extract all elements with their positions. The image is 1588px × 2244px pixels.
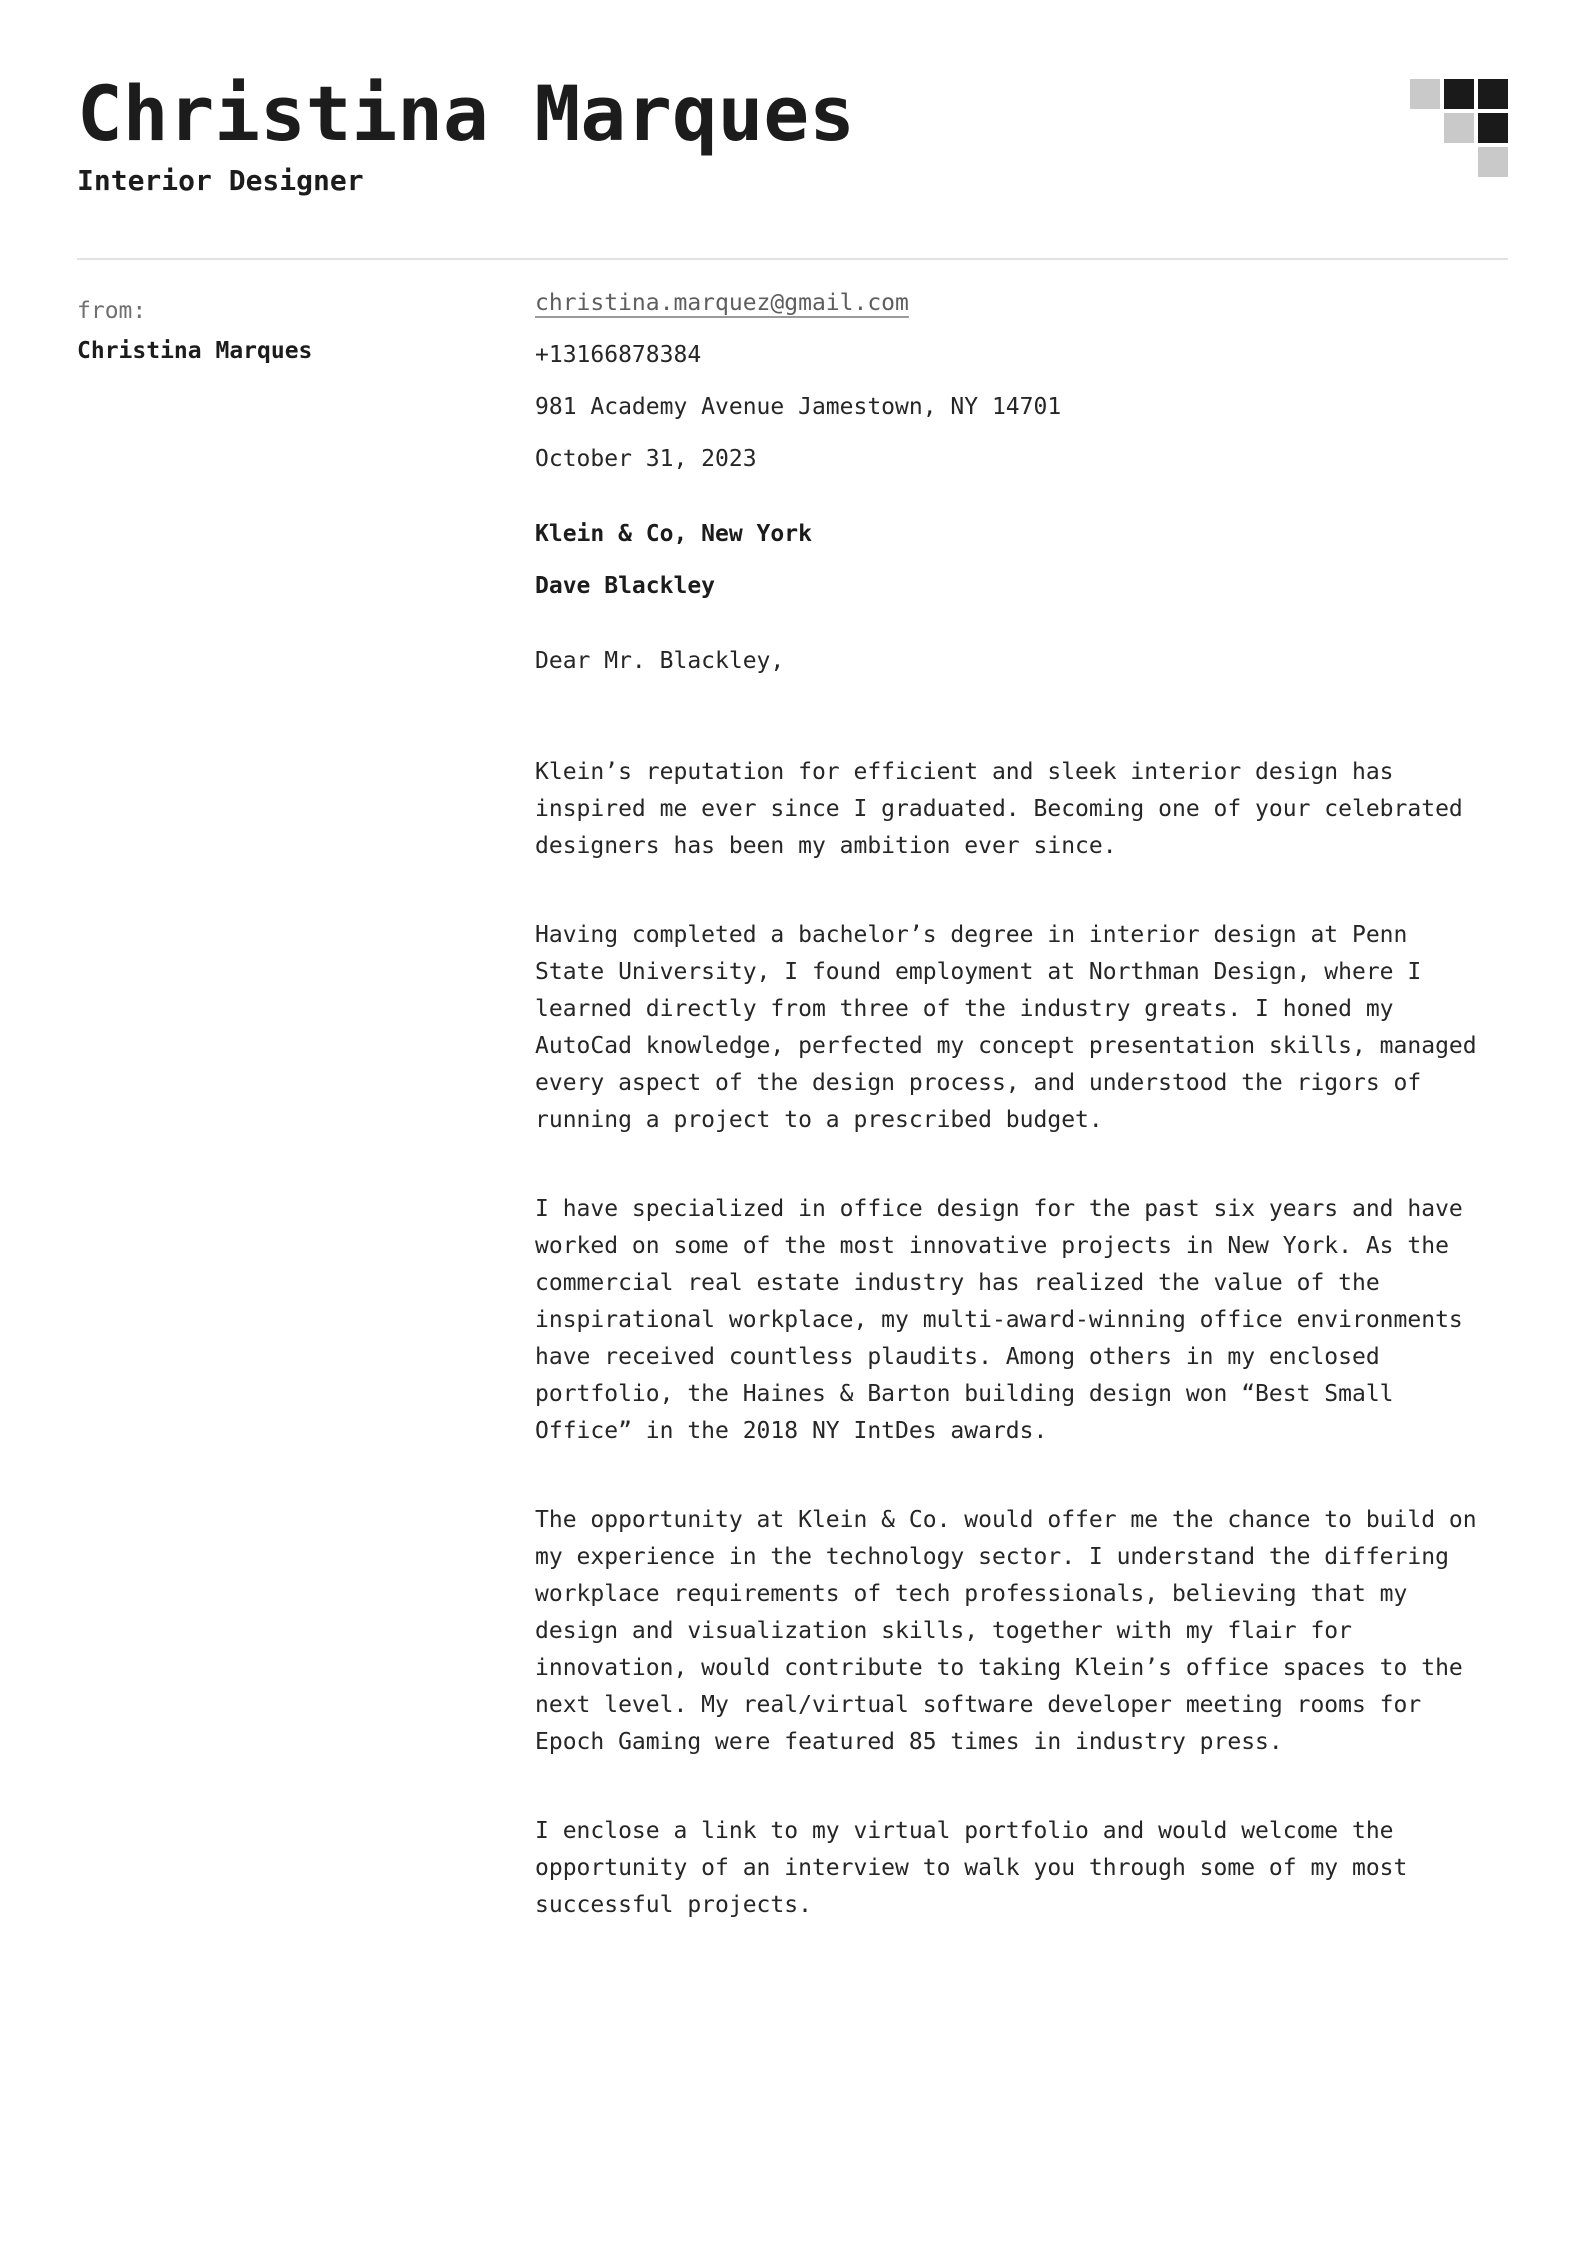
address: 981 Academy Avenue Jamestown, NY 14701 <box>535 394 1062 420</box>
email-link[interactable]: christina.marquez@gmail.com <box>535 290 909 316</box>
logo-grid <box>1410 79 1508 177</box>
paragraph-4: The opportunity at Klein & Co. would offer me the chance to build on my experience in the technology sector. I understand the differing workplace requirements of tech professionals, believing that my design and visualization skills, together with my flair for innovation, would contribute to taking Klein’s office spaces to the next level. My real/virtual software developer meeting rooms for Epoch Gaming were featured 85 times in industry press. <box>535 1507 1477 1755</box>
paragraph-1: Klein’s reputation for efficient and sleek interior design has inspired me ever since I graduated. Becoming one of your celebrated designers has been my ambition ever since. <box>535 759 1463 859</box>
job-title: Interior Designer <box>77 164 364 197</box>
salutation: Dear Mr. Blackley, <box>535 648 785 674</box>
logo <box>1410 79 1508 177</box>
phone: +13166878384 <box>535 342 702 368</box>
logo-cell <box>1444 79 1474 109</box>
recipient-company: Klein & Co, New York <box>535 521 812 547</box>
logo-cell <box>1478 79 1508 109</box>
from-label: from: <box>77 298 147 324</box>
paragraph-5: I enclose a link to my virtual portfolio and would welcome the opportunity of an interview to walk you through some of my most successful projects. <box>535 1818 1408 1918</box>
page-title: Christina Marques <box>77 69 855 158</box>
logo-cell <box>1478 147 1508 177</box>
logo-cell <box>1478 113 1508 143</box>
email-row <box>535 285 1483 322</box>
divider <box>77 258 1508 260</box>
content-column <box>535 285 1483 1976</box>
logo-cell <box>1444 113 1474 143</box>
letter-body <box>77 285 1508 1976</box>
from-block <box>77 285 535 1976</box>
logo-cell <box>1410 79 1440 109</box>
recipient-block <box>535 516 1483 605</box>
paragraph-2: Having completed a bachelor’s degree in interior design at Penn State University, I found employment at Northman Design, where I learned directly from three of the industry greats. I honed my AutoCad knowledge, perfected my concept presentation skills, managed every aspect of the design process, and understood the rigors of running a project to a prescribed budget. <box>535 922 1477 1133</box>
paragraph-3: I have specialized in office design for the past six years and have worked on some of the most innovative projects in New York. As the commercial real estate industry has realized the value of the inspirational workplace, my multi-award-winning office environments have received countless plaudits. Among others in my enclosed portfolio, the Haines & Barton building design won “Best Small Office” in the 2018 NY IntDes awards. <box>535 1196 1463 1444</box>
recipient-name: Dave Blackley <box>535 573 716 599</box>
logo-cell <box>1410 147 1440 177</box>
logo-cell <box>1410 113 1440 143</box>
logo-cell <box>1444 147 1474 177</box>
date: October 31, 2023 <box>535 446 757 472</box>
sender-name: Christina Marques <box>77 338 313 364</box>
